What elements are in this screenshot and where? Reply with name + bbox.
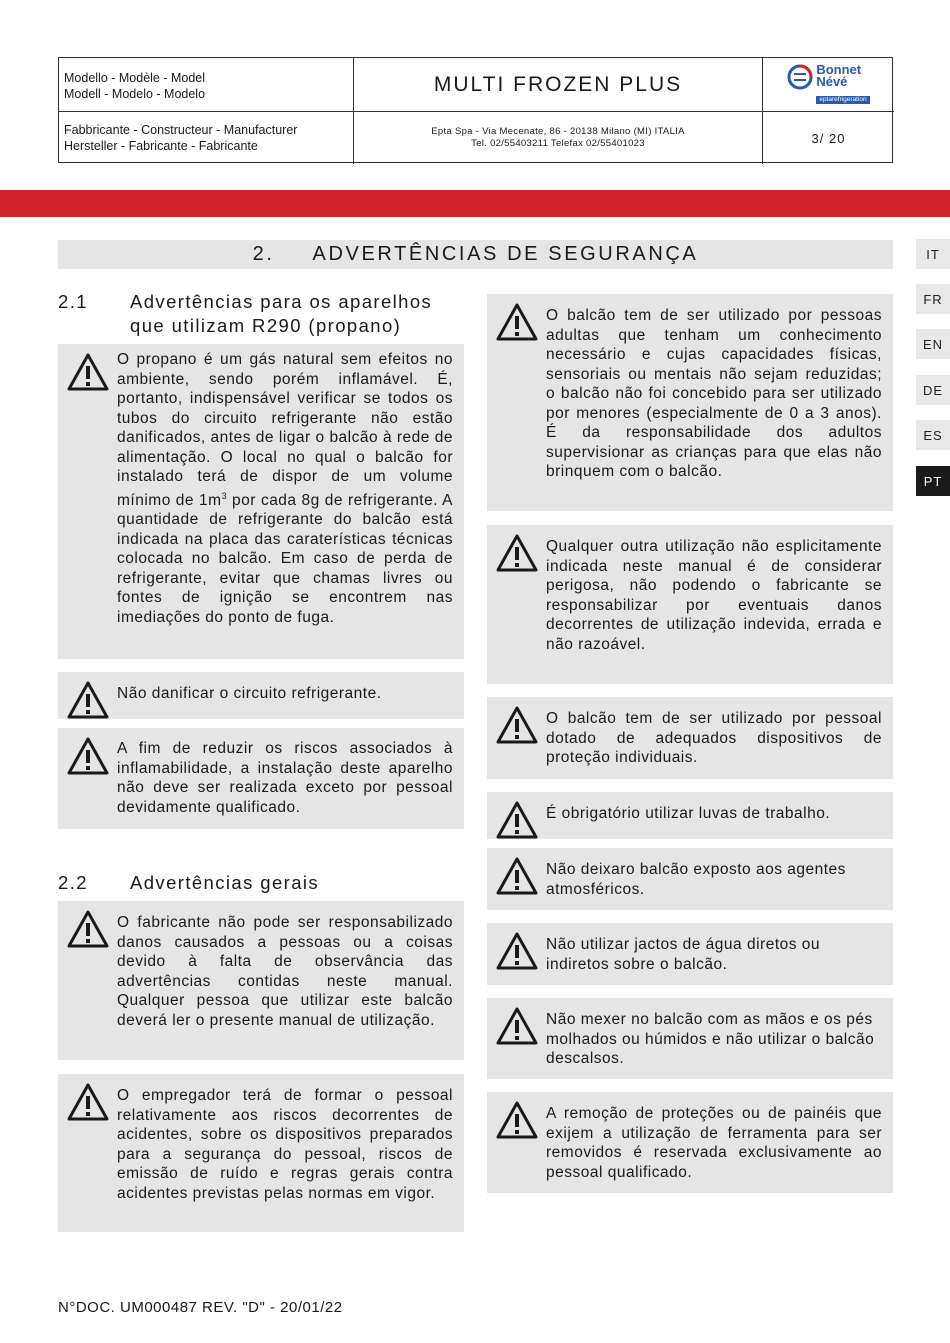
warning-text: A remoção de proteções ou de painéis que exijem a utilização de ferramenta para ser removidos é reservada exclusivamente ao pessoal qualificado. (546, 1105, 882, 1181)
warning-box-adults (487, 294, 893, 511)
model-label-line2: Modell - Modelo - Modelo (64, 87, 206, 101)
warning-triangle-icon (66, 736, 110, 776)
warning-text: O fabricante não pode ser responsabilizado danos causados a pessoas ou a coisas devido à falta de observância das advertências contidas neste manual. Qualquer pessoa que utilizar este balcão deverá ler o presente manual de utilização. (117, 914, 453, 1029)
manufacturer-label-line2: Hersteller - Fabricante - Fabricante (64, 139, 258, 153)
warning-text: Qualquer outra utilização não esplicitamente indicada neste manual é de considerar perigosa, não podendo o fabricante se responsabilizar por eventuais danos decorrentes de utilização indevida, errada e não razoável. (546, 538, 882, 653)
lang-tab-es[interactable]: ES (916, 420, 950, 450)
warning-triangle-icon (66, 909, 110, 949)
warning-triangle-icon (495, 856, 539, 896)
warning-box-flammability (58, 728, 464, 829)
warning-box-circuit (58, 672, 464, 719)
warning-triangle-icon (66, 1082, 110, 1122)
lang-tab-pt[interactable]: PT (916, 466, 950, 496)
warning-triangle-icon (66, 680, 110, 720)
warning-box-gloves (487, 792, 893, 839)
lang-tab-en[interactable]: EN (916, 329, 950, 359)
logo-tagline: eptarefrigeration (816, 96, 869, 104)
manufacturer-label-line1: Fabbricante - Constructeur - Manufacturer (64, 123, 298, 137)
warning-text: O balcão tem de ser utilizado por pessoas adultas que tenham um conhecimento necessário e cujas capacidades físicas, sensoriais ou mentais não sejam reduzidas; o balcão não foi concebido para ser utilizado por menores (especialmente de 0 a 3 anos). É da responsabilidade dos adultos supervisionar as crianças para que elas não brinquem com o balcão. (546, 307, 882, 480)
section-title-text: ADVERTÊNCIAS DE SEGURANÇA (312, 243, 699, 265)
warning-box-water-jets (487, 923, 893, 985)
model-name: MULTI FROZEN PLUS (354, 58, 763, 112)
manufacturer-address (354, 112, 763, 164)
page-number: 3/ 20 (811, 130, 846, 146)
warning-text: O balcão tem de ser utilizado por pessoal dotado de adequados dispositivos de proteção individuais. (546, 710, 882, 766)
subsection-number: 2.1 (58, 291, 88, 312)
warning-text: Não deixaro balcão exposto aos agentes atmosféricos. (546, 861, 846, 898)
warning-box-propane (58, 344, 464, 659)
lang-tab-de[interactable]: DE (916, 375, 950, 405)
warning-triangle-icon (495, 705, 539, 745)
model-label-line1: Modello - Modèle - Model (64, 71, 206, 85)
subsection-title: Advertências gerais (130, 872, 320, 893)
warning-triangle-icon (495, 800, 539, 840)
red-divider-bar (0, 190, 950, 217)
section-title (58, 240, 893, 269)
warning-text: Não danificar o circuito refrigerante. (117, 685, 382, 702)
warning-box-panels (487, 1092, 893, 1193)
warning-triangle-icon (495, 931, 539, 971)
logo-brand-line2: Névé (816, 73, 848, 89)
lang-tab-fr[interactable]: FR (916, 284, 950, 314)
warning-box-wet-hands (487, 998, 893, 1079)
document-number: N°DOC. UM000487 REV. "D" - 20/01/22 (58, 1299, 343, 1316)
brand-logo (763, 58, 894, 112)
warning-triangle-icon (495, 533, 539, 573)
warning-text: A fim de reduzir os riscos associados à inflamabilidade, a instalação deste aparelho não deve ser realizada exceto por pessoal devidamente qualificado. (117, 740, 453, 816)
logo-brand-line1: Bonnet (816, 61, 862, 77)
bonnet-neve-logo-icon (787, 64, 813, 90)
subsection-title-line2: que utilizam R290 (propano) (130, 315, 402, 336)
warning-text: É obrigatório utilizar luvas de trabalho. (546, 805, 831, 822)
warning-box-other-use (487, 525, 893, 684)
lang-tab-it[interactable]: IT (916, 239, 950, 269)
warning-triangle-icon (66, 352, 110, 392)
warning-box-ppe (487, 697, 893, 779)
warning-box-employer (58, 1074, 464, 1232)
warning-triangle-icon (495, 1006, 539, 1046)
subsection-title-line1: Advertências para os aparelhos (130, 291, 433, 312)
address-line2: Tel. 02/55403211 Telefax 02/55401023 (471, 138, 645, 149)
subsection-heading-2-1 (58, 290, 478, 340)
warning-box-manufacturer (58, 901, 464, 1060)
warning-text: Não mexer no balcão com as mãos e os pés molhados ou húmidos e não utilizar o balcão descalsos. (546, 1011, 875, 1067)
subsection-number: 2.2 (58, 872, 88, 893)
manufacturer-label (59, 112, 354, 164)
warning-box-weather (487, 848, 893, 910)
subsection-heading-2-2 (58, 871, 478, 897)
warning-text: O propano é um gás natural sem efeitos no ambiente, sendo porém inflamável. É, portanto, indispensável verificar se todos os tubos do circuito refrigerante não estão danificados, antes de ligar o balcão à rede de alimentação. O local no qual o balcão for instalado terá de dispor de um volume mínimo de $1m^3$ por cada 8g de refrigerante. A quantidade de refrigerante do balcão está indicada na placa das caraterísticas técnicas colocada no balcão. Em caso de perda de refrigerante, evitar que chamas livres ou fontes de ignição se encontrem nas imediações do ponto de fuga. (117, 351, 454, 626)
model-label (59, 58, 354, 112)
warning-text: O empregador terá de formar o pessoal relativamente aos riscos decorrentes de acidentes, sobre os dispositivos preparados para a segurança do pessoal, riscos de emissão de ruído e regras gerais contra acidentes previstas pelas normas em vigor. (117, 1087, 453, 1202)
warning-triangle-icon (495, 302, 539, 342)
warning-triangle-icon (495, 1100, 539, 1140)
warning-text: Não utilizar jactos de água diretos ou indiretos sobre o balcão. (546, 936, 821, 973)
section-number: 2. (252, 243, 275, 265)
document-header (58, 57, 893, 163)
address-line1: Epta Spa - Via Mecenate, 86 - 20138 Milano (MI) ITALIA (431, 126, 685, 137)
